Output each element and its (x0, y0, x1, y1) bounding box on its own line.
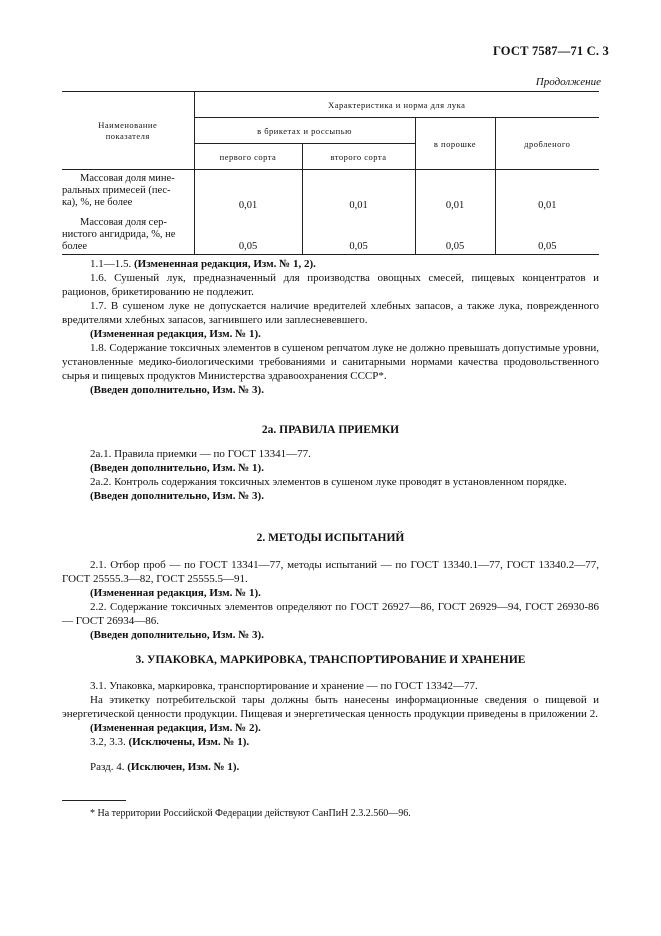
amendment-note: (Измененная редакция, Изм. № 1). (90, 328, 261, 340)
document-code: ГОСТ 7587—71 С. 3 (492, 44, 609, 58)
paragraph-1-7: 1.7. В сушеном луке не допускается наличие вредителей хлебных запасов, а также лука, поврежденного вредителями хлебных запасов, загнившего или заплесневевшего. (62, 300, 599, 326)
paragraph-3-1-label: На этикетку потребительской тары должны быть нанесены информационные сведения о пищевой и энергетической ценности продукции. Пищевая и энергетическая ценность продукции приведены в приложении 2. (62, 694, 599, 720)
paragraph-1-8: 1.8. Содержание токсичных элементов в сушеном репчатом луке не должно превышать допустимые уровни, установленные медико-биологическими требованиями и санитарными нормами качества продовольственного сырья и пищевых продуктов Министерства здравоохранения СССР*. (62, 342, 599, 382)
cell-value: 0,05 (194, 215, 302, 255)
amendment-note: (Введен дополнительно, Изм. № 3). (90, 490, 264, 502)
amendment-note: (Введен дополнительно, Изм. № 1). (90, 462, 264, 474)
row-name: Массовая доля сер- нистого ангидрида, %, не более (62, 215, 194, 255)
col-header-briquettes: в брикетах и россыпью (194, 118, 415, 144)
page-header (0, 0, 661, 70)
section-1-text (62, 257, 599, 397)
paragraph-1-6: 1.6. Сушеный лук, предназначенный для производства овощных смесей, пищевых концентратов и рационов, брикетированию не подлежит. (62, 272, 599, 298)
amendment-note: (Введен дополнительно, Изм. № 3). (90, 384, 264, 396)
amendment-note: (Введен дополнительно, Изм. № 3). (90, 629, 264, 641)
cell-value: 0,01 (302, 170, 415, 215)
continuation-label: Продолжение (535, 76, 601, 88)
footnote-divider (62, 800, 126, 801)
col-header-crushed: дробленого (495, 118, 599, 170)
cell-value: 0,01 (415, 170, 495, 215)
paragraph-2-1: 2.1. Отбор проб — по ГОСТ 13341—77, методы испытаний — по ГОСТ 13340.1—77, ГОСТ 13340.2—77, ГОСТ 25555.3—82, ГОСТ 25555.5—91. (62, 559, 599, 585)
amendment-note: (Измененная редакция, Изм. № 1). (90, 587, 261, 599)
paragraph-2a-1: 2а.1. Правила приемки — по ГОСТ 13341—77. (90, 448, 311, 460)
col-header-grade1: первого сорта (194, 144, 302, 170)
amendment-note: (Измененная редакция, Изм. № 2). (90, 722, 261, 734)
footnote: * На территории Российской Федерации действуют СанПиН 2.3.2.560—96. (90, 808, 411, 819)
section-2a (62, 423, 599, 503)
row-name: Массовая доля мине- ральных примесей (пес- ка), %, не более (62, 173, 175, 208)
col-header-grade2: второго сорта (302, 144, 415, 170)
cell-value: 0,05 (415, 215, 495, 255)
col-header-name: Наименование показателя (62, 92, 194, 170)
cell-value: 0,05 (302, 215, 415, 255)
section-heading-2: 2. МЕТОДЫ ИСПЫТАНИЙ (256, 532, 405, 544)
paragraph-2a-2: 2а.2. Контроль содержания токсичных элементов в сушеном луке проводят в установленном порядке. (90, 476, 567, 488)
col-header-powder: в порошке (415, 118, 495, 170)
table-row (62, 170, 599, 215)
cell-value: 0,05 (495, 215, 599, 255)
characteristics-table (62, 91, 599, 255)
section-heading-3: 3. УПАКОВКА, МАРКИРОВКА, ТРАНСПОРТИРОВАНИЕ И ХРАНЕНИЕ (135, 654, 526, 666)
col-header-group: Характеристика и норма для лука (194, 92, 599, 118)
paragraph-1-1: 1.1—1.5. (Измененная редакция, Изм. № 1, 2). (90, 258, 316, 270)
section-2 (62, 531, 599, 642)
paragraph-3-2: 3.2, 3.3. (Исключены, Изм. № 1). (90, 736, 250, 748)
cell-value: 0,01 (194, 170, 302, 215)
cell-value: 0,01 (495, 170, 599, 215)
section-heading-2a: 2а. ПРАВИЛА ПРИЕМКИ (261, 424, 400, 436)
table-row (62, 215, 599, 255)
section-3 (62, 653, 599, 774)
paragraph-3-1: 3.1. Упаковка, маркировка, транспортирование и хранение — по ГОСТ 13342—77. (90, 680, 478, 692)
paragraph-section-4: Разд. 4. (Исключен, Изм. № 1). (90, 761, 240, 773)
paragraph-2-2: 2.2. Содержание токсичных элементов определяют по ГОСТ 26927—86, ГОСТ 26929—94, ГОСТ 26930-86 — ГОСТ 26934—86. (62, 601, 599, 627)
